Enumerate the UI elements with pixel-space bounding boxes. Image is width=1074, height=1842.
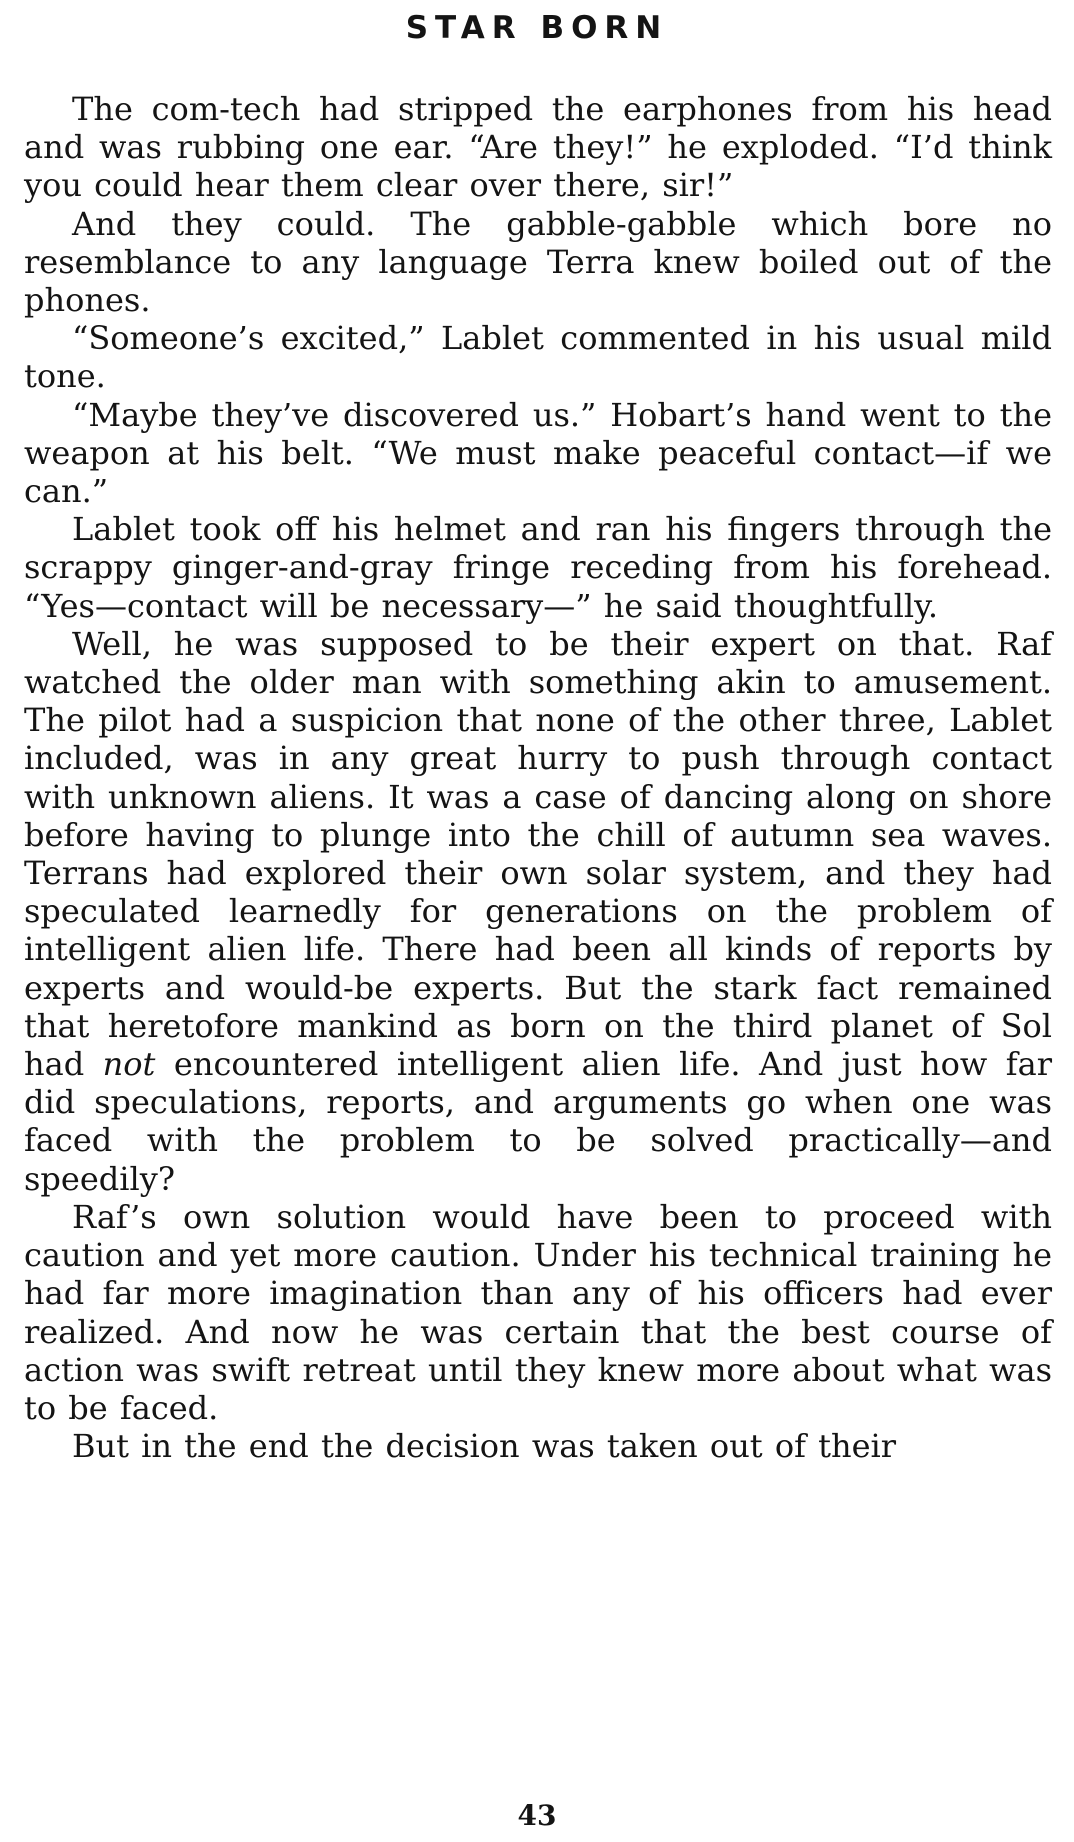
paragraph-5: Lablet took off his helmet and ran his fingers through the scrappy ginger-and-gray fringe receding from his forehead. “Yes—contact will be necessary—” he said thoughtfully.	[24, 510, 1052, 625]
paragraph-6-part-2: encountered intelligent alien life. And just how far did speculations, reports, and arguments go when one was faced with the problem to be solved practically—and speedily?	[24, 1045, 1053, 1198]
body-text	[24, 90, 1052, 1465]
paragraph-3: “Someone’s excited,” Lablet commented in his usual mild tone.	[24, 319, 1052, 396]
paragraph-6-part-1: Well, he was supposed to be their expert on that. Raf watched the older man with something akin to amusement. The pilot had a suspicion that none of the other three, Lablet included, was in any great hurry to push through contact with unknown aliens. It was a case of dancing along on shore before having to plunge into the chill of autumn sea waves. Terrans had explored their own solar system, and they had speculated learnedly for generations on the problem of intelligent alien life. There had been all kinds of reports by experts and would-be experts. But the stark fact remained that heretofore mankind as born on the third planet of Sol had	[24, 624, 1052, 1084]
paragraph-4: “Maybe they’ve discovered us.” Hobart’s hand went to the weapon at his belt. “We must make peaceful contact—if we can.”	[24, 395, 1052, 511]
paragraph-8: But in the end the decision was taken out of their	[72, 1427, 897, 1466]
page-number: 43	[517, 1799, 557, 1832]
paragraph-2: And they could. The gabble-gabble which bore no resemblance to any language Terra knew boiled out of the phones.	[24, 204, 1052, 320]
paragraph-1: The com-tech had stripped the earphones from his head and was rubbing one ear. “Are they!” he exploded. “I’d think you could hear them clear over there, sir!”	[24, 90, 1052, 205]
paragraph-7: Raf’s own solution would have been to proceed with caution and yet more caution. Under his technical training he had far more imagination than any of his officers had ever realized. And now he was certain that the best course of action was swift retreat until they knew more about what was to be faced.	[24, 1197, 1052, 1427]
paragraph-6	[24, 625, 1052, 1198]
running-title: STAR BORN	[405, 10, 669, 46]
emphasized-word: not	[102, 1045, 156, 1084]
